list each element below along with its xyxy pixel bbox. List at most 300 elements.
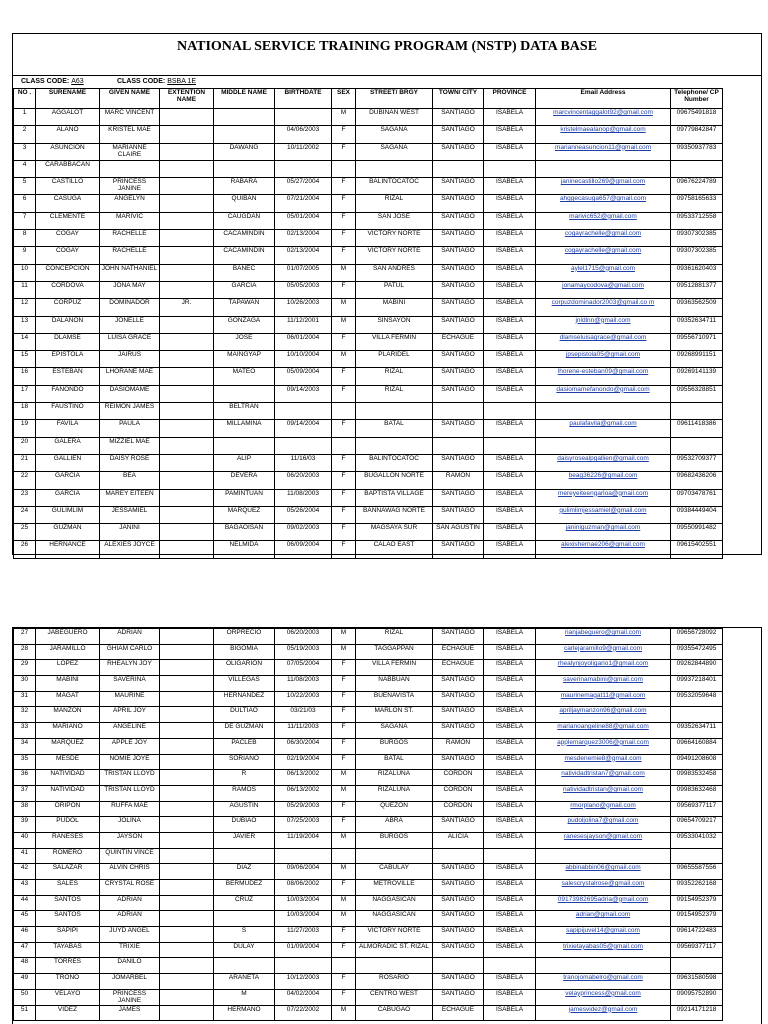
cell-email[interactable]: ranesesjayson@gmail.com	[536, 832, 671, 848]
cell-email[interactable]: jamesvidez@gmail.com	[536, 1005, 671, 1021]
cell-street-brgy: RIZAL	[356, 629, 433, 645]
cell-birthdate: 02/13/2004	[275, 247, 332, 264]
table-row	[14, 126, 723, 143]
cell-telephone: 09307302385	[671, 247, 723, 264]
cell-email[interactable]: jnldlnn@gmail.com	[536, 316, 671, 333]
cell-middle-name: TAPAWAN	[214, 299, 275, 316]
table-row	[14, 506, 723, 523]
cell-given-name: TRISTAN LLOYD	[100, 785, 160, 801]
cell-town-city: ALICIA	[433, 832, 484, 848]
cell-email[interactable]: lhorene-esteban09@gmail.com	[536, 368, 671, 385]
table-row	[14, 927, 723, 943]
cell-given-name: JONA MAY	[100, 281, 160, 298]
cell-street-brgy	[356, 958, 433, 974]
cell-birthdate: 04/06/2003	[275, 126, 332, 143]
cell-email[interactable]: tranojomabelro@gmail.com	[536, 974, 671, 990]
cell-extension-name	[160, 489, 214, 506]
header-no: NO .	[14, 89, 36, 109]
cell-sex: F	[332, 723, 356, 739]
cell-province: ISABELA	[484, 895, 536, 911]
cell-province: ISABELA	[484, 707, 536, 723]
cell-street-brgy: CABULAY	[356, 864, 433, 880]
cell-given-name: CRYSTAL ROSE	[100, 880, 160, 896]
cell-middle-name: QUIBAN	[214, 195, 275, 212]
cell-given-name: ALVIN CHRIS	[100, 864, 160, 880]
table-row	[14, 472, 723, 489]
cell-email[interactable]: marcvincentaggalot92@gmail.com	[536, 109, 671, 126]
cell-no: 48	[14, 958, 36, 974]
cell-birthdate: 11/08/2003	[275, 676, 332, 692]
cell-province: ISABELA	[484, 178, 536, 195]
cell-email[interactable]: saverinamabini@gmail.com	[536, 676, 671, 692]
cell-no: 5	[14, 178, 36, 195]
table-row	[14, 676, 723, 692]
cell-birthdate: 10/11/2002	[275, 143, 332, 160]
cell-given-name: APPLE JOY	[100, 738, 160, 754]
table-row	[14, 195, 723, 212]
table-row	[14, 247, 723, 264]
cell-telephone: 09631580598	[671, 974, 723, 990]
cell-birthdate: 02/13/2004	[275, 230, 332, 247]
table-row	[14, 707, 723, 723]
header-birthdate: BIRTHDATE	[275, 89, 332, 109]
cell-given-name: MIZZIEL MAE	[100, 437, 160, 454]
header-street-brgy: STREET/ BRGY	[356, 89, 433, 109]
cell-province: ISABELA	[484, 911, 536, 927]
cell-province: ISABELA	[484, 864, 536, 880]
cell-middle-name: PACLEB	[214, 738, 275, 754]
cell-no: 15	[14, 351, 36, 368]
cell-email[interactable]: mereyeiteengarloa@gmail.com	[536, 489, 671, 506]
cell-town-city: SANTIAGO	[433, 707, 484, 723]
cell-sex: M	[332, 316, 356, 333]
cell-surname: LOPEZ	[36, 660, 100, 676]
cell-email[interactable]: beag36226@gmail.com	[536, 472, 671, 489]
cell-town-city: CORDON	[433, 785, 484, 801]
cell-province: ISABELA	[484, 351, 536, 368]
cell-email[interactable]: velayprincess@gmail.com	[536, 989, 671, 1005]
table-row	[14, 454, 723, 471]
cell-email[interactable]: aylel1715@gmail.com	[536, 264, 671, 281]
cell-surname: HERNANCE	[36, 541, 100, 558]
cell-town-city: RAMON	[433, 472, 484, 489]
cell-sex: M	[332, 1005, 356, 1021]
cell-street-brgy: CALAO EAST	[356, 541, 433, 558]
table-row	[14, 895, 723, 911]
cell-no: 20	[14, 437, 36, 454]
cell-email[interactable]: natividadtristan@gmail.com	[536, 785, 671, 801]
cell-given-name: DAISY ROSE	[100, 454, 160, 471]
cell-middle-name: DULTIAO	[214, 707, 275, 723]
cell-sex: M	[332, 109, 356, 126]
cell-given-name: MARC VINCENT	[100, 109, 160, 126]
cell-extension-name	[160, 629, 214, 645]
cell-no: 11	[14, 281, 36, 298]
database-sheet-page-1	[12, 33, 762, 555]
cell-surname: DLAMSE	[36, 333, 100, 350]
table-row	[14, 817, 723, 833]
cell-email[interactable]: ahggecasuga657@gmail.com	[536, 195, 671, 212]
cell-town-city: SANTIAGO	[433, 629, 484, 645]
cell-surname: CASUGA	[36, 195, 100, 212]
cell-street-brgy: BURGOS	[356, 738, 433, 754]
cell-given-name: APRIL JOY	[100, 707, 160, 723]
cell-street-brgy: QUEZON	[356, 801, 433, 817]
cell-province	[484, 958, 536, 974]
cell-surname: SALAZAR	[36, 864, 100, 880]
cell-extension-name: JR.	[160, 299, 214, 316]
cell-no: 34	[14, 738, 36, 754]
cell-town-city: SANTIAGO	[433, 911, 484, 927]
cell-sex: M	[332, 644, 356, 660]
cell-telephone	[671, 437, 723, 454]
table-row	[14, 974, 723, 990]
cell-telephone: 09532709377	[671, 454, 723, 471]
cell-telephone: 09352634711	[671, 316, 723, 333]
table-row	[14, 660, 723, 676]
cell-birthdate: 04/02/2004	[275, 989, 332, 1005]
table-row	[14, 351, 723, 368]
cell-birthdate: 07/22/2002	[275, 1005, 332, 1021]
cell-birthdate: 06/13/2002	[275, 770, 332, 786]
cell-birthdate: 11/16/03	[275, 454, 332, 471]
cell-street-brgy: RIZALUNA	[356, 770, 433, 786]
cell-birthdate: 06/20/2003	[275, 629, 332, 645]
cell-birthdate: 11/12/2001	[275, 316, 332, 333]
cell-surname: GARCIA	[36, 472, 100, 489]
cell-sex: M	[332, 351, 356, 368]
cell-street-brgy: VILLA FERMIN	[356, 660, 433, 676]
cell-middle-name	[214, 385, 275, 402]
cell-street-brgy: MARLON ST.	[356, 707, 433, 723]
cell-middle-name: HERNANDEZ	[214, 691, 275, 707]
cell-town-city: SANTIAGO	[433, 927, 484, 943]
cell-street-brgy: RIZAL	[356, 195, 433, 212]
cell-email[interactable]: cogayrachelle@gmail.com	[536, 230, 671, 247]
cell-extension-name	[160, 817, 214, 833]
cell-given-name: RHEALYN JOY	[100, 660, 160, 676]
cell-extension-name	[160, 230, 214, 247]
cell-town-city: ECHAGUE	[433, 660, 484, 676]
cell-town-city: SANTIAGO	[433, 316, 484, 333]
cell-no: 21	[14, 454, 36, 471]
cell-email[interactable]: corpuzdominador2003@gmail.co m	[536, 299, 671, 316]
cell-street-brgy	[356, 848, 433, 864]
cell-extension-name	[160, 895, 214, 911]
cell-sex: M	[332, 299, 356, 316]
cell-surname: CASTILLO	[36, 178, 100, 195]
cell-telephone: 09569377117	[671, 942, 723, 958]
cell-town-city: SANTIAGO	[433, 264, 484, 281]
cell-email	[536, 403, 671, 420]
cell-town-city: RAMON	[433, 738, 484, 754]
table-row	[14, 109, 723, 126]
cell-birthdate: 05/27/2004	[275, 178, 332, 195]
cell-birthdate: 05/19/2003	[275, 644, 332, 660]
cell-given-name: MARIANNE CLAIRE	[100, 143, 160, 160]
cell-surname: MANZON	[36, 707, 100, 723]
cell-street-brgy: VILLA FERMIN	[356, 333, 433, 350]
cell-telephone: 09361620403	[671, 264, 723, 281]
cell-telephone: 09682436206	[671, 472, 723, 489]
cell-surname: TRONO	[36, 974, 100, 990]
cell-email[interactable]: marivic652@gmail.com	[536, 212, 671, 229]
cell-extension-name	[160, 880, 214, 896]
cell-no: 25	[14, 524, 36, 541]
cell-telephone: 09269141139	[671, 368, 723, 385]
cell-email[interactable]: applemarquez3006@gmail.com	[536, 738, 671, 754]
cell-extension-name	[160, 109, 214, 126]
cell-email[interactable]: mesdenemie8@gmail.com	[536, 754, 671, 770]
cell-telephone: 09532059648	[671, 691, 723, 707]
cell-telephone: 09656728092	[671, 629, 723, 645]
cell-email[interactable]: abbinabbin06@gmail.com	[536, 864, 671, 880]
cell-sex: F	[332, 738, 356, 754]
cell-no: 50	[14, 989, 36, 1005]
cell-email[interactable]: marianoangeline88@gmail.com	[536, 723, 671, 739]
cell-email[interactable]: kristelmaealanop@gmail.com	[536, 126, 671, 143]
cell-extension-name	[160, 385, 214, 402]
cell-street-brgy: BUGALLON NORTE	[356, 472, 433, 489]
cell-birthdate: 05/05/2003	[275, 281, 332, 298]
cell-email[interactable]: trixietayabas05@gmail.com	[536, 942, 671, 958]
cell-given-name: MAURINE	[100, 691, 160, 707]
cell-telephone: 09350937783	[671, 143, 723, 160]
cell-surname: DALANON	[36, 316, 100, 333]
cell-town-city: SANTIAGO	[433, 691, 484, 707]
cell-email[interactable]: adrian@gmail.com	[536, 911, 671, 927]
class-code-2: CLASS CODE: BSBA 1E	[117, 78, 196, 85]
cell-province: ISABELA	[484, 942, 536, 958]
cell-email[interactable]: daisyrosealpgallien@gmail.com	[536, 454, 671, 471]
cell-email[interactable]: marianneasuncion11@gmail.com	[536, 143, 671, 160]
cell-extension-name	[160, 848, 214, 864]
cell-telephone: 09491208608	[671, 754, 723, 770]
cell-surname: COGAY	[36, 247, 100, 264]
cell-extension-name	[160, 143, 214, 160]
cell-sex: F	[332, 801, 356, 817]
cell-sex: M	[332, 264, 356, 281]
cell-province: ISABELA	[484, 385, 536, 402]
cell-given-name: BEA	[100, 472, 160, 489]
cell-birthdate	[275, 403, 332, 420]
cell-middle-name: VILLEGAS	[214, 676, 275, 692]
cell-middle-name: CACAMINDIN	[214, 230, 275, 247]
cell-town-city: CORDON	[433, 770, 484, 786]
cell-birthdate: 05/29/2003	[275, 801, 332, 817]
cell-middle-name: MILLAMINA	[214, 420, 275, 437]
cell-no: 44	[14, 895, 36, 911]
cell-street-brgy: BAPTISTA VILLAGE	[356, 489, 433, 506]
cell-surname: MAGAT	[36, 691, 100, 707]
cell-middle-name: OLIGARION	[214, 660, 275, 676]
cell-sex: F	[332, 143, 356, 160]
cell-province: ISABELA	[484, 927, 536, 943]
cell-street-brgy: SAN JOSE	[356, 212, 433, 229]
cell-email[interactable]: apriljaymanzon96@gmail.com	[536, 707, 671, 723]
cell-middle-name: R	[214, 770, 275, 786]
cell-town-city	[433, 848, 484, 864]
cell-town-city: SANTIAGO	[433, 895, 484, 911]
cell-no: 10	[14, 264, 36, 281]
cell-province: ISABELA	[484, 880, 536, 896]
table-row	[14, 785, 723, 801]
cell-town-city: SANTIAGO	[433, 281, 484, 298]
cell-telephone: 09758165633	[671, 195, 723, 212]
cell-given-name: ALEXIES JOYCE	[100, 541, 160, 558]
cell-town-city: SANTIAGO	[433, 676, 484, 692]
cell-email[interactable]: 09173982695adria@gmail.com	[536, 895, 671, 911]
cell-extension-name	[160, 801, 214, 817]
cell-surname: COGAY	[36, 230, 100, 247]
cell-middle-name: CRUZ	[214, 895, 275, 911]
cell-birthdate: 07/05/2004	[275, 660, 332, 676]
cell-extension-name	[160, 333, 214, 350]
cell-email[interactable]: paulafavila@gmail.com	[536, 420, 671, 437]
table-row	[14, 160, 723, 177]
cell-telephone: 09154952379	[671, 911, 723, 927]
cell-sex: F	[332, 420, 356, 437]
cell-email[interactable]: janinecastillo269@gmail.com	[536, 178, 671, 195]
cell-email[interactable]: carlejaramillo9@gmail.com	[536, 644, 671, 660]
cell-email[interactable]: cogayrachelle@gmail.com	[536, 247, 671, 264]
cell-province: ISABELA	[484, 109, 536, 126]
cell-sex: F	[332, 927, 356, 943]
cell-email[interactable]: rianjabeguero@gmail.com	[536, 629, 671, 645]
table-row	[14, 942, 723, 958]
cell-email[interactable]: sapipijuvel14@gmail.com	[536, 927, 671, 943]
cell-telephone: 09779842847	[671, 126, 723, 143]
cell-middle-name	[214, 911, 275, 927]
cell-surname: FAUSTINO	[36, 403, 100, 420]
cell-extension-name	[160, 160, 214, 177]
cell-telephone: 09095752890	[671, 989, 723, 1005]
table-row	[14, 264, 723, 281]
cell-email[interactable]: natividadtristan7@gmail.com	[536, 770, 671, 786]
cell-email[interactable]: rhealynjoyoligario1@gmail.com	[536, 660, 671, 676]
cell-surname: NATIVIDAD	[36, 770, 100, 786]
cell-given-name: ADRIAN	[100, 629, 160, 645]
cell-no: 19	[14, 420, 36, 437]
cell-email[interactable]: salescrystalrose@gmail.com	[536, 880, 671, 896]
cell-email[interactable]: jonamaycodova@gmail.com	[536, 281, 671, 298]
cell-street-brgy: ABRA	[356, 817, 433, 833]
cell-middle-name: SORIANO	[214, 754, 275, 770]
cell-extension-name	[160, 506, 214, 523]
cell-no: 47	[14, 942, 36, 958]
cell-province: ISABELA	[484, 738, 536, 754]
cell-extension-name	[160, 832, 214, 848]
cell-street-brgy: NAGGASICAN	[356, 911, 433, 927]
cell-extension-name	[160, 212, 214, 229]
cell-sex	[332, 160, 356, 177]
cell-no: 46	[14, 927, 36, 943]
cell-birthdate	[275, 437, 332, 454]
cell-given-name: GHIAM CARLO	[100, 644, 160, 660]
cell-birthdate: 01/07/2005	[275, 264, 332, 281]
cell-province: ISABELA	[484, 316, 536, 333]
cell-province: ISABELA	[484, 489, 536, 506]
cell-no: 39	[14, 817, 36, 833]
cell-extension-name	[160, 264, 214, 281]
cell-sex: M	[332, 785, 356, 801]
cell-no: 41	[14, 848, 36, 864]
cell-telephone: 09550991482	[671, 524, 723, 541]
cell-street-brgy	[356, 437, 433, 454]
cell-email[interactable]: maurinemagat11@gmail.com	[536, 691, 671, 707]
table-row	[14, 333, 723, 350]
cell-given-name	[100, 160, 160, 177]
cell-telephone: 09307302385	[671, 230, 723, 247]
cell-telephone: 09615402551	[671, 541, 723, 558]
cell-sex: F	[332, 524, 356, 541]
cell-province: ISABELA	[484, 454, 536, 471]
cell-no: 6	[14, 195, 36, 212]
cell-given-name: ADRIAN	[100, 911, 160, 927]
cell-email[interactable]: alexishernae206@gmail.com	[536, 541, 671, 558]
cell-sex: F	[332, 989, 356, 1005]
cell-email[interactable]: dlamseluisagrace@gmail.com	[536, 333, 671, 350]
cell-telephone	[671, 707, 723, 723]
cell-email[interactable]: janiniguzman@gmail.com	[536, 524, 671, 541]
cell-email[interactable]: rmorplano@gmail.com	[536, 801, 671, 817]
cell-town-city	[433, 403, 484, 420]
class-code-1: CLASS CODE: A63	[21, 78, 84, 85]
cell-province: ISABELA	[484, 281, 536, 298]
cell-province: ISABELA	[484, 801, 536, 817]
cell-email[interactable]: gulimlimjessamiel@gmail.com	[536, 506, 671, 523]
cell-telephone: 09676224789	[671, 178, 723, 195]
cell-town-city: SANTIAGO	[433, 506, 484, 523]
cell-street-brgy: SAGANA	[356, 126, 433, 143]
cell-town-city: SANTIAGO	[433, 989, 484, 1005]
cell-sex: F	[332, 385, 356, 402]
cell-birthdate	[275, 848, 332, 864]
cell-town-city: SANTIAGO	[433, 230, 484, 247]
cell-province: ISABELA	[484, 723, 536, 739]
cell-extension-name	[160, 126, 214, 143]
cell-no: 16	[14, 368, 36, 385]
cell-town-city: SANTIAGO	[433, 351, 484, 368]
cell-middle-name: RAMOS	[214, 785, 275, 801]
table-row	[14, 801, 723, 817]
cell-surname: VIDEZ	[36, 1005, 100, 1021]
table-row	[14, 723, 723, 739]
cell-email[interactable]: jpsepistola05@gmail.com	[536, 351, 671, 368]
cell-extension-name	[160, 247, 214, 264]
cell-sex: F	[332, 754, 356, 770]
cell-no: 26	[14, 541, 36, 558]
cell-sex: F	[332, 676, 356, 692]
cell-given-name: DANILO	[100, 958, 160, 974]
cell-middle-name: MAINGYAP	[214, 351, 275, 368]
cell-email[interactable]: dasiomamefanondo@gmail.com	[536, 385, 671, 402]
cell-given-name: JESSAMIEL	[100, 506, 160, 523]
cell-street-brgy: ALMORADIC ST. RIZAL	[356, 942, 433, 958]
cell-telephone	[671, 403, 723, 420]
cell-middle-name: DEVERA	[214, 472, 275, 489]
cell-extension-name	[160, 707, 214, 723]
cell-telephone: 09355472495	[671, 644, 723, 660]
cell-street-brgy: SAN ANDRES	[356, 264, 433, 281]
cell-given-name: DOMINADOR	[100, 299, 160, 316]
cell-sex: F	[332, 880, 356, 896]
cell-street-brgy: METROVILLE	[356, 880, 433, 896]
cell-email[interactable]: pudoljolina7@gmail.com	[536, 817, 671, 833]
cell-no: 30	[14, 676, 36, 692]
cell-surname: CORDOVA	[36, 281, 100, 298]
cell-telephone: 09664160884	[671, 738, 723, 754]
